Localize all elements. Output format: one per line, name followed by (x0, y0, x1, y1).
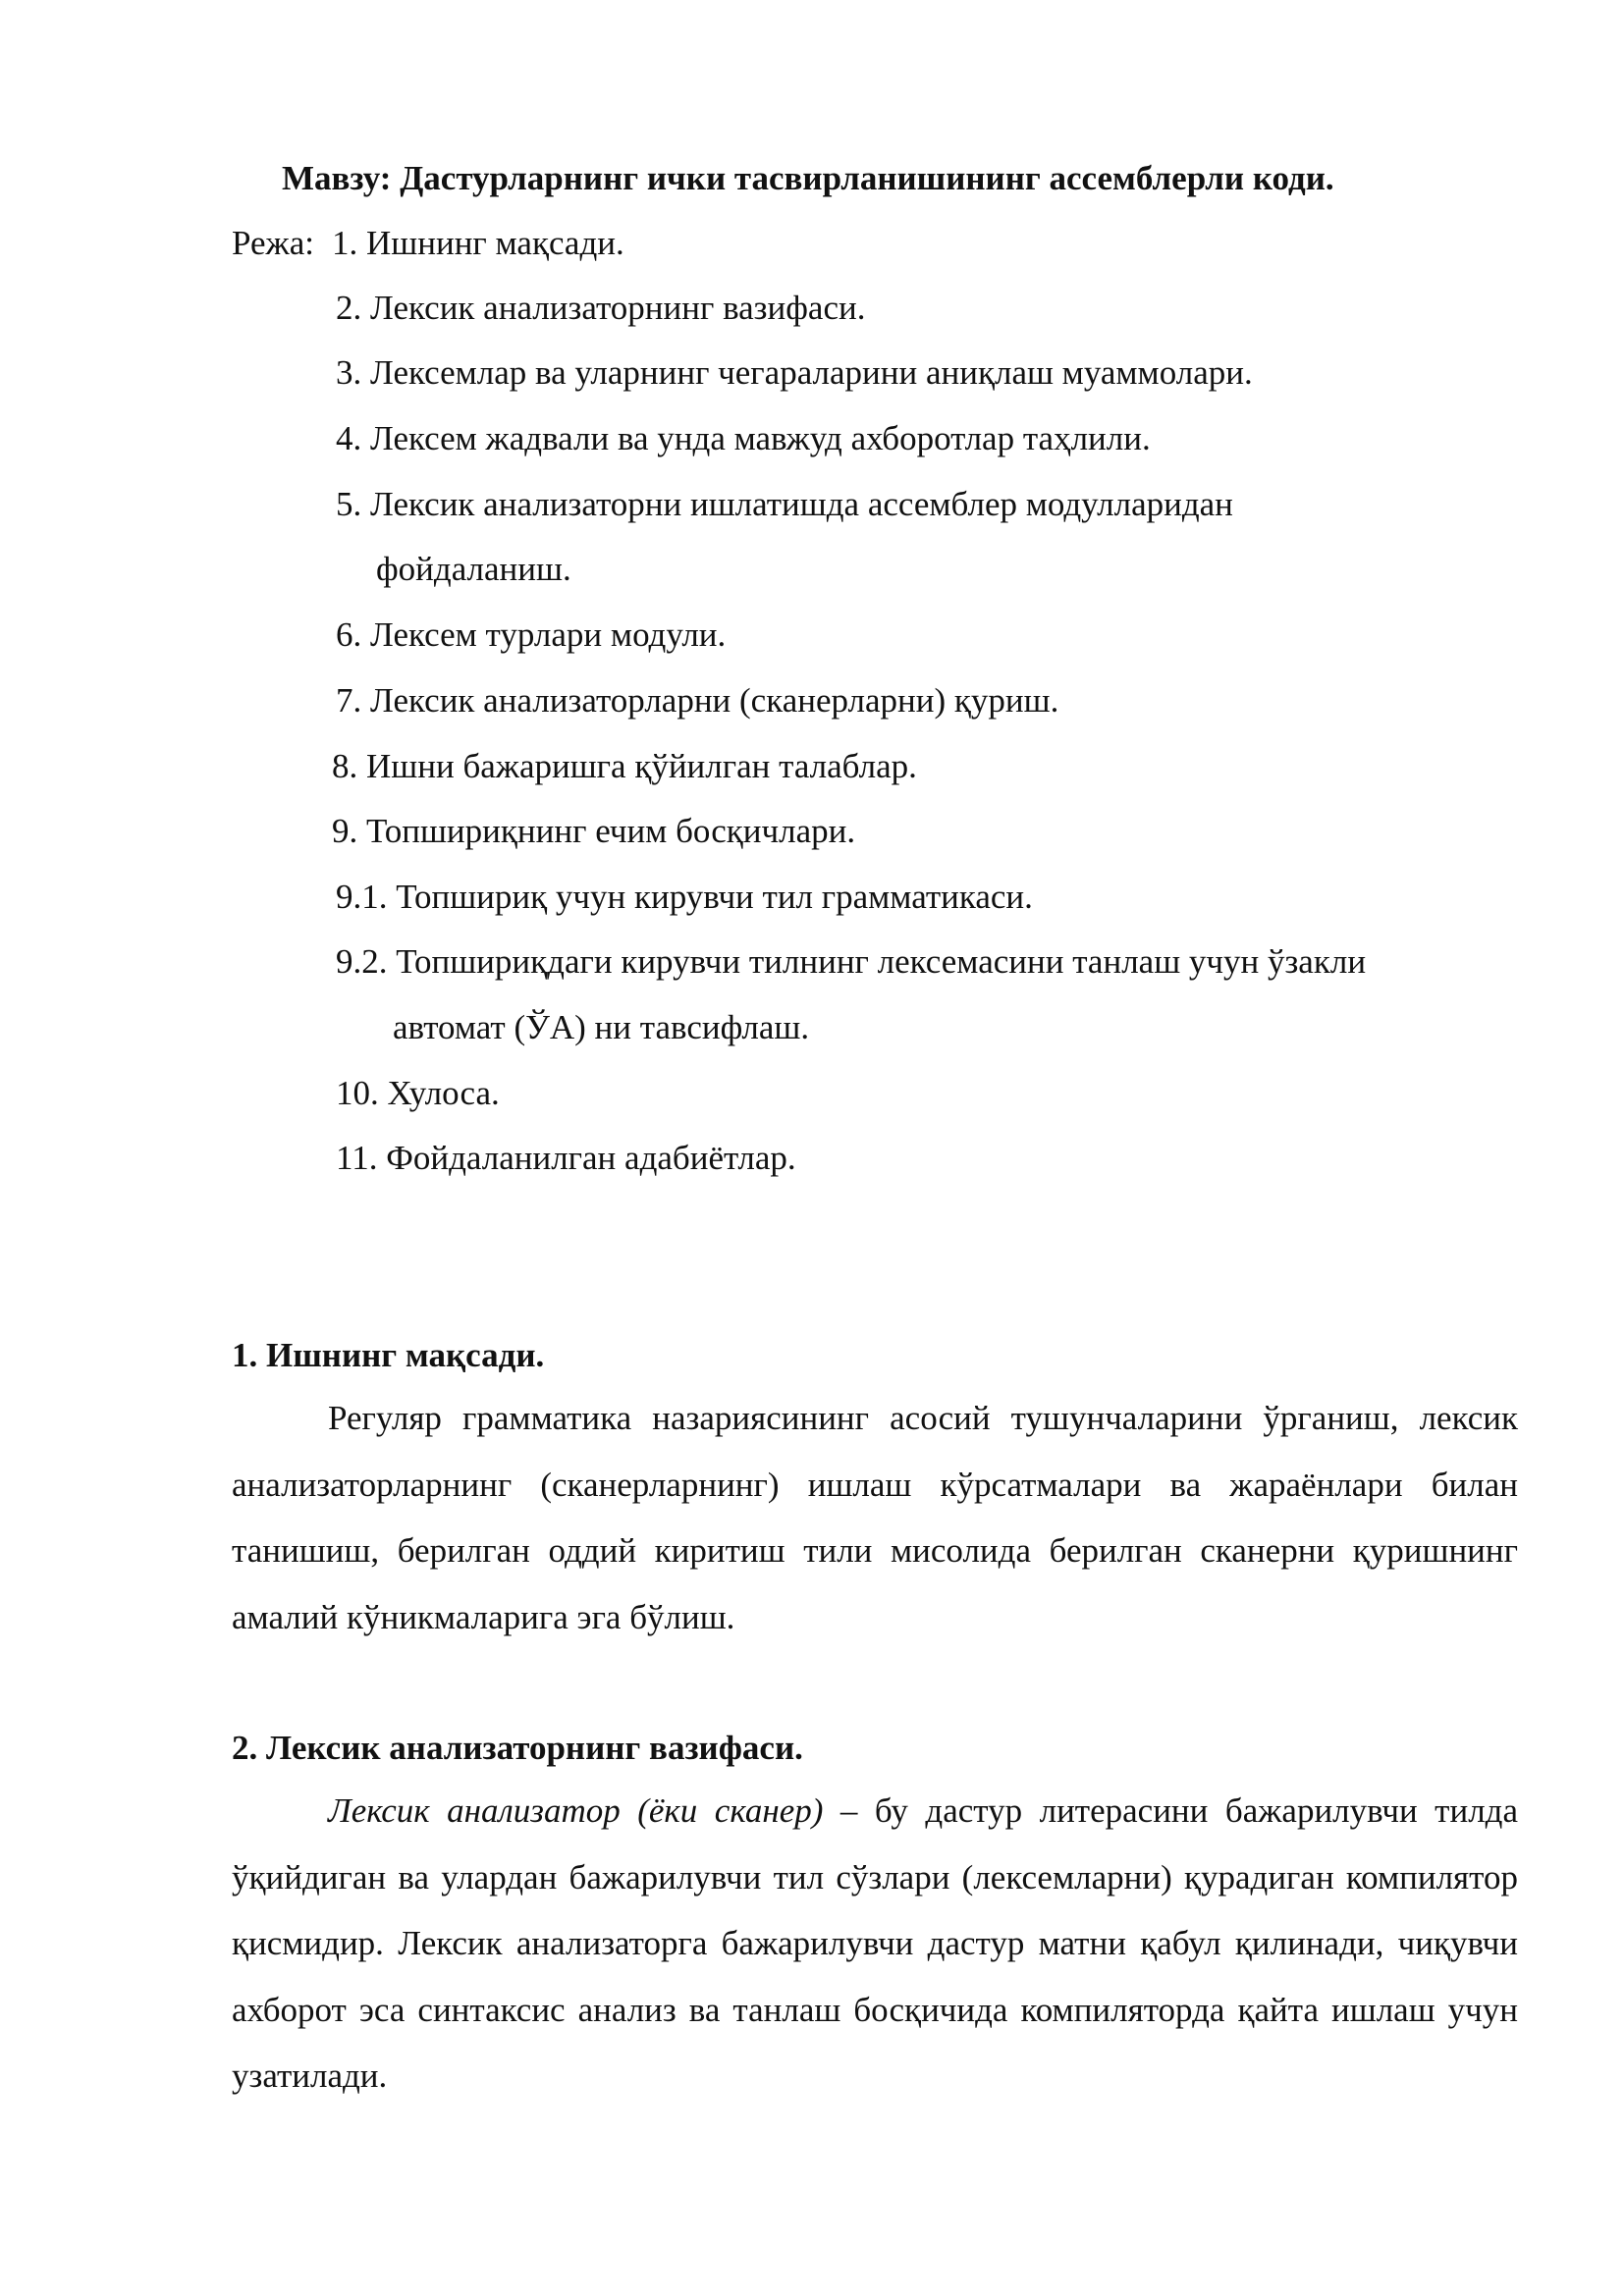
toc-item: 9.2. Топшириқдаги кирувчи тилнинг лексемасини танлаш учун ўзакли (336, 942, 1367, 981)
toc-item-continuation: фойдаланиш. (376, 550, 571, 588)
section-1-paragraph (232, 1385, 1518, 1650)
toc-item: 9.1. Топшириқ учун кирувчи тил грамматикаси. (336, 878, 1033, 916)
toc-item: 7. Лексик анализаторларни (сканерларни) қуриш. (336, 681, 1059, 720)
plan-label: Режа: (232, 224, 314, 262)
toc-item: 4. Лексем жадвали ва унда мавжуд ахборотлар таҳлили. (336, 419, 1151, 457)
toc-item: 2. Лексик анализаторнинг вазифаси. (336, 289, 866, 327)
toc-item: 8. Ишни бажаришга қўйилган талаблар. (332, 747, 917, 785)
toc-item: 3. Лексемлар ва уларнинг чегараларини аниқлаш муаммолари. (336, 353, 1253, 392)
toc-item-continuation: автомат (ЎА) ни тавсифлаш. (393, 1008, 810, 1046)
section-2-text: – бу дастур литерасини бажарилувчи тилда ўқийдиган ва улардан бажарилувчи тил сўзлари (лексемларни) қурадиган компилятор қисмидир. Лексик анализаторга бажарилувчи дастур матни қабул қилинади, чиқувчи ахборот эса синтаксис анализ ва танлаш босқичида компиляторда қайта ишлаш учун узатилади. (232, 1791, 1519, 2095)
document-title: Мавзу: Дастурларнинг ички тасвирланишининг ассемблерли коди. (282, 159, 1334, 197)
section-1-heading: 1. Ишнинг мақсади. (232, 1336, 545, 1374)
section-2-term: Лексик анализатор (ёки сканер) (328, 1791, 824, 1830)
toc-item: 11. Фойдаланилган адабиётлар. (336, 1139, 796, 1177)
toc-item: 9. Топшириқнинг ечим босқичлари. (332, 812, 856, 850)
toc-item: 5. Лексик анализаторни ишлатишда ассемблер модулларидан (336, 485, 1233, 523)
toc-item: 10. Хулоса. (336, 1074, 500, 1112)
section-2-heading: 2. Лексик анализаторнинг вазифаси. (232, 1729, 803, 1767)
section-2-paragraph (232, 1778, 1518, 2109)
section-1-text: Регуляр грамматика назариясининг асосий тушунчаларини ўрганиш, лексик анализаторларнинг (сканерларнинг) ишлаш кўрсатмалари ва жараёнлари билан танишиш, берилган оддий киритиш тили мисолида берилган сканерни қуришнинг амалий кўникмаларига эга бўлиш. (232, 1399, 1518, 1636)
toc-item: 1. Ишнинг мақсади. (332, 224, 624, 262)
toc-item: 6. Лексем турлари модули. (336, 615, 727, 654)
